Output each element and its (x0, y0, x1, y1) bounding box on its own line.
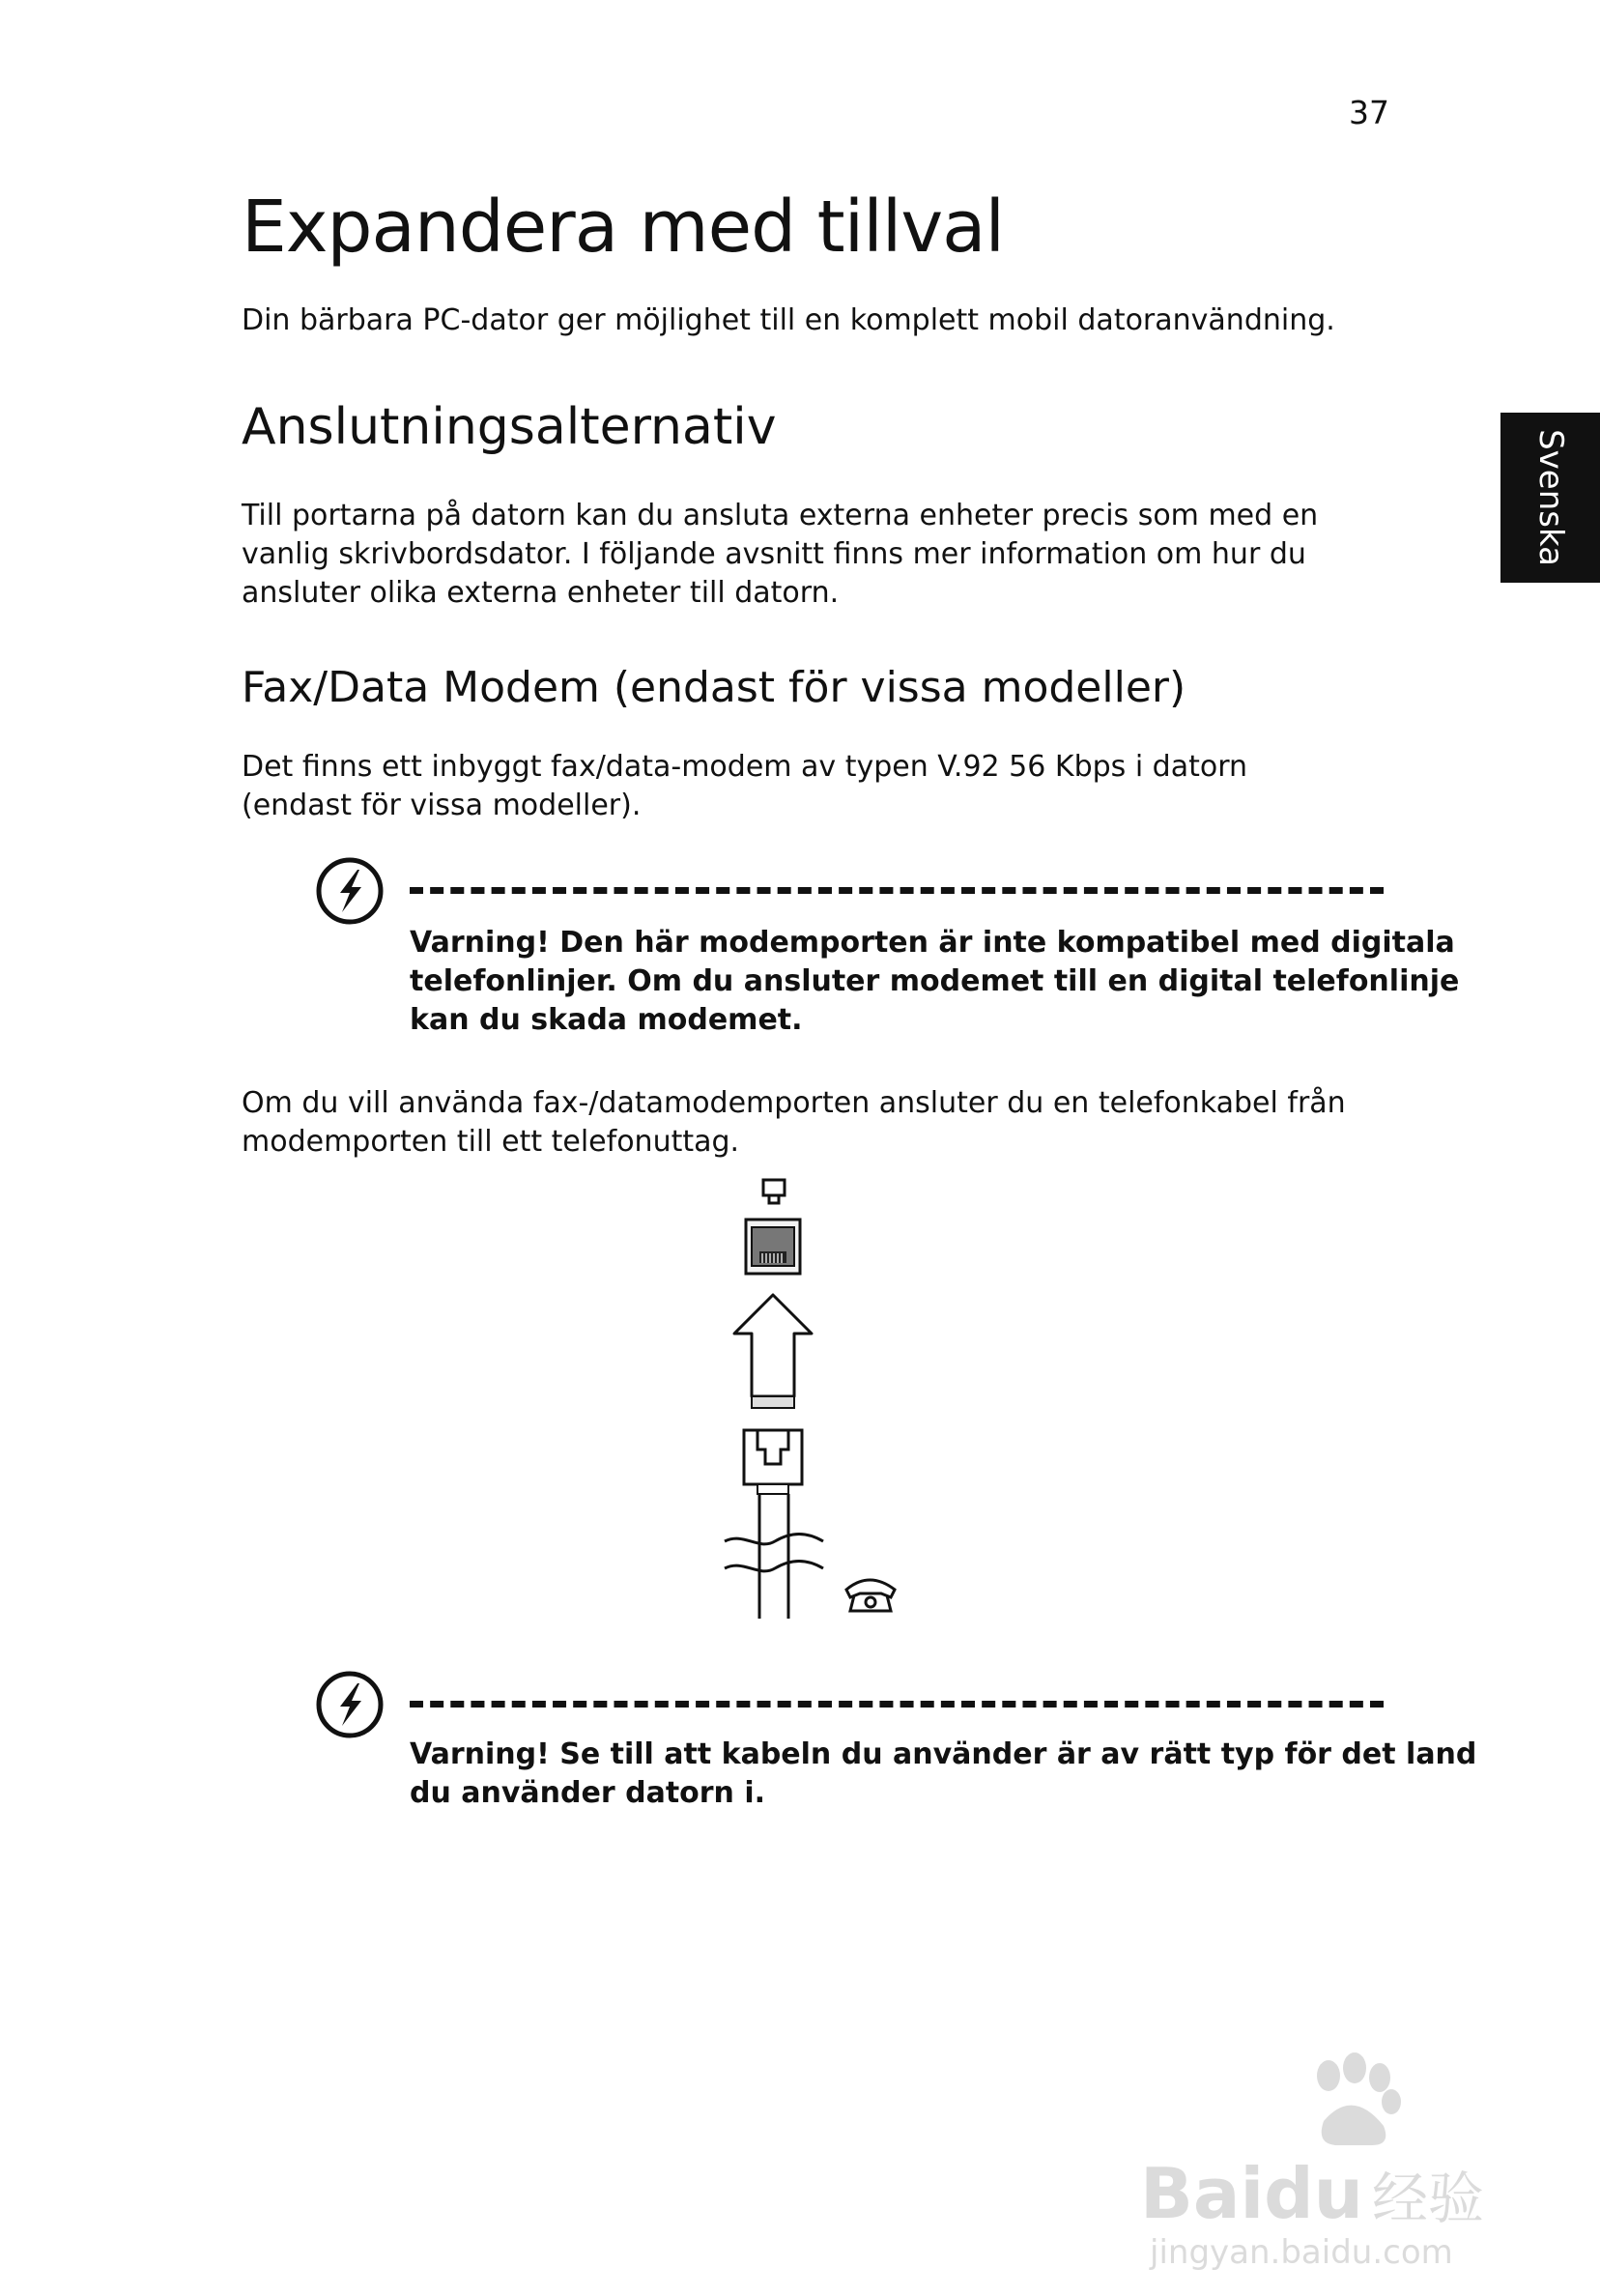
section-paragraph (242, 497, 1318, 613)
warning-block (315, 1670, 385, 1743)
warning-lightning-icon (315, 1670, 385, 1739)
watermark-brand: Baidu (1140, 2153, 1363, 2234)
warning-line: kan du skada modemet. (410, 1003, 803, 1037)
warning-line: telefonlinjer. Om du ansluter modemet till en digital telefonlinje (410, 964, 1460, 998)
warning-text (410, 1736, 1476, 1813)
paragraph-line: Till portarna på datorn kan du ansluta externa enheter precis som med en (242, 499, 1319, 532)
warning-block (315, 856, 385, 930)
phone-cable-icon (725, 1494, 823, 1619)
paragraph-line: Om du vill använda fax-/datamodemporten ansluter du en telefonkabel från (242, 1086, 1346, 1120)
up-arrow-icon (734, 1295, 812, 1396)
paragraph-line: (endast för vissa modeller). (242, 789, 642, 822)
baidu-watermark-logo (1130, 2039, 1498, 2271)
telephone-icon (846, 1580, 895, 1611)
language-tab-label: Svenska (1530, 429, 1570, 566)
warning-line: du använder datorn i. (410, 1776, 766, 1810)
page-title: Expandera med tillval (242, 186, 1005, 269)
warning-lightning-icon (315, 856, 385, 926)
subsection-heading: Fax/Data Modem (endast för vissa modeller) (242, 663, 1186, 712)
modem-connection-diagram (715, 1174, 928, 1628)
watermark-brand-cn: 经验 (1372, 2166, 1485, 2231)
section-heading: Anslutningsalternativ (242, 398, 777, 456)
warning-divider (410, 1701, 1384, 1708)
modem-paragraph (242, 748, 1247, 825)
paragraph-line: vanlig skrivbordsdator. I följande avsnitt finns mer information om hur du (242, 537, 1306, 571)
intro-paragraph: Din bärbara PC-dator ger möjlighet till en komplett mobil datoranvändning. (242, 303, 1335, 337)
language-tab (1500, 413, 1600, 583)
usage-paragraph (242, 1084, 1346, 1162)
modem-port-icon (746, 1220, 800, 1274)
page-number: 37 (1349, 94, 1389, 131)
watermark-url: jingyan.baidu.com (1150, 2233, 1453, 2271)
paragraph-line: ansluter olika externa enheter till datorn. (242, 576, 840, 610)
rj11-plug-icon (744, 1430, 802, 1494)
paragraph-line: modemporten till ett telefonuttag. (242, 1125, 740, 1159)
modem-symbol-icon (763, 1180, 785, 1203)
warning-text (410, 924, 1459, 1040)
warning-divider (410, 887, 1384, 894)
warning-line: Varning! Den här modemporten är inte kompatibel med digitala (410, 926, 1455, 960)
warning-line: Varning! Se till att kabeln du använder är av rätt typ för det land (410, 1737, 1477, 1771)
paragraph-line: Det finns ett inbyggt fax/data-modem av typen V.92 56 Kbps i datorn (242, 750, 1248, 784)
